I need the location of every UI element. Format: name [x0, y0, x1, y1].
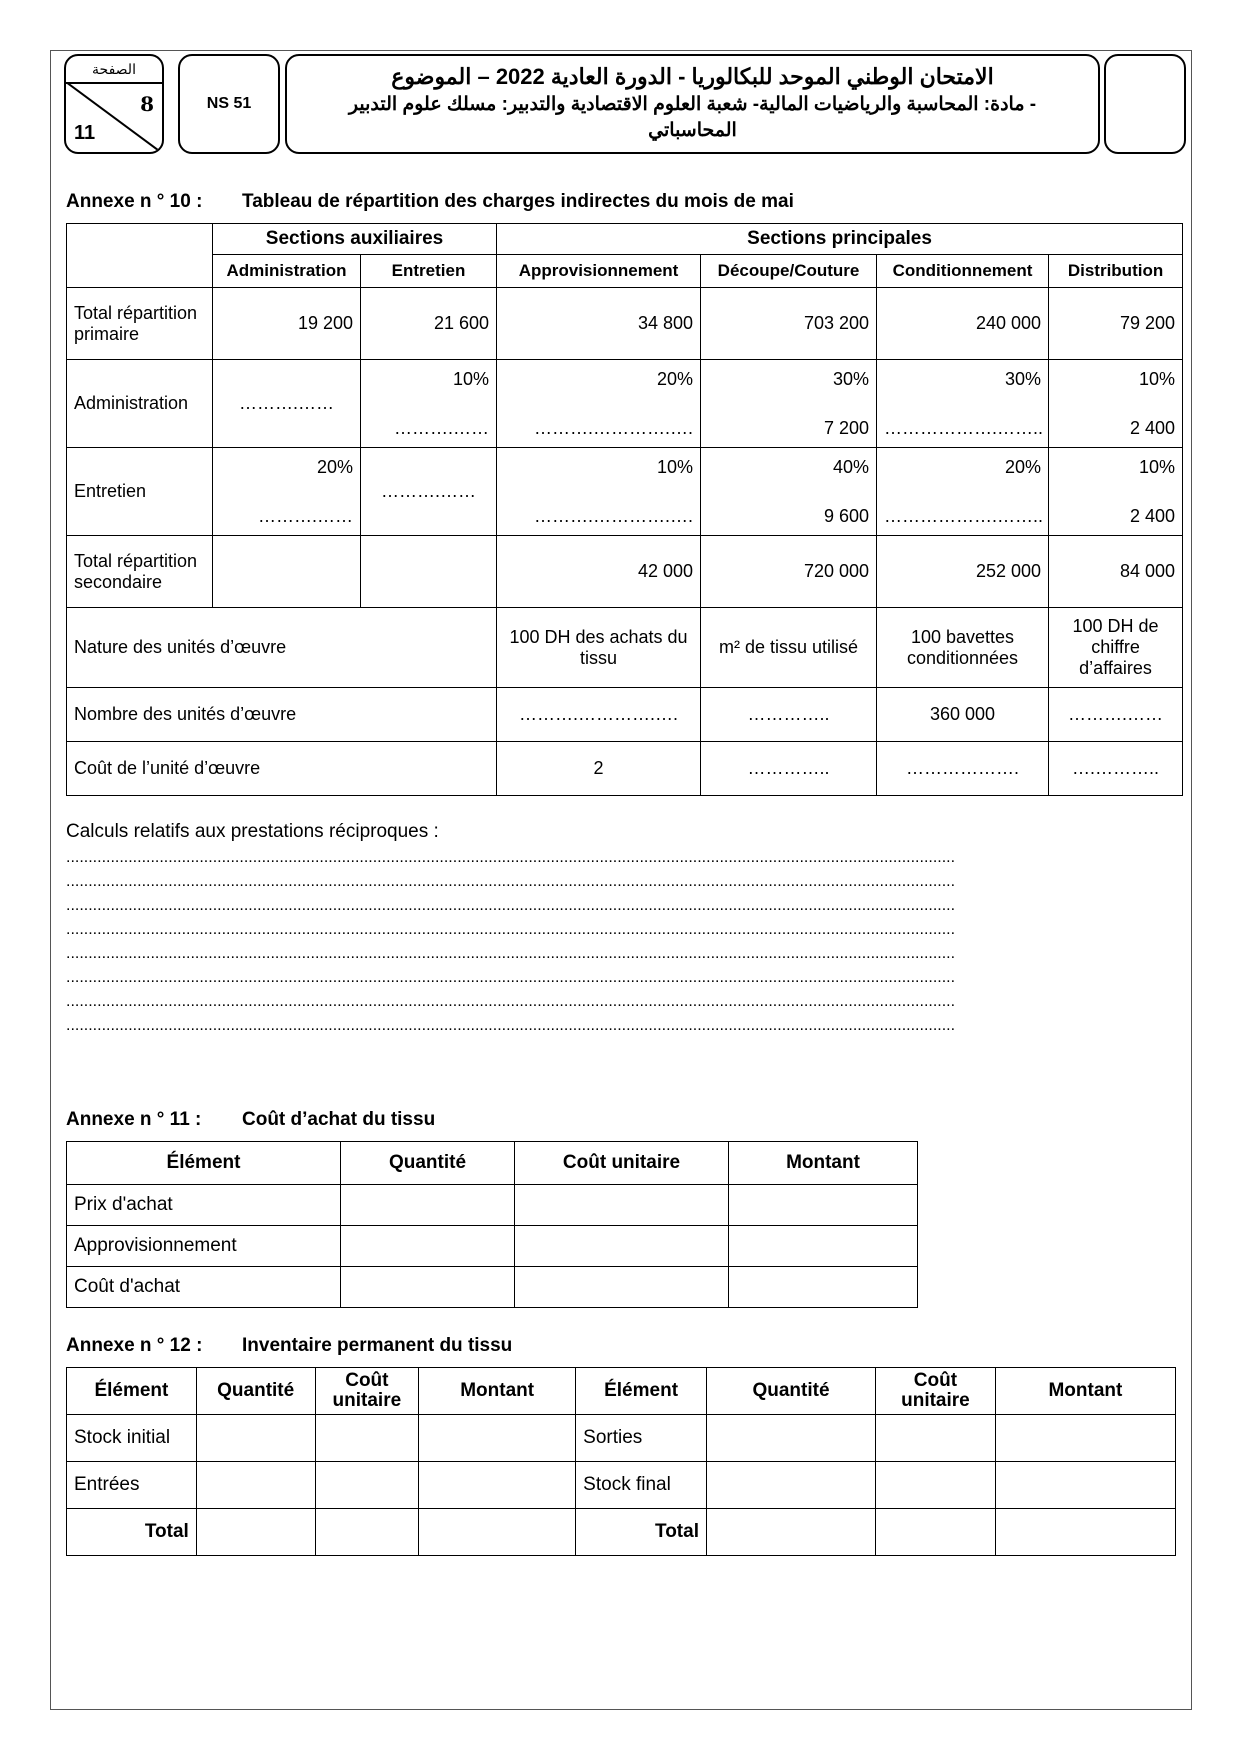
cell: 100 DH de chiffre d’affaires	[1049, 608, 1183, 688]
cell-amount: 2 400	[1130, 417, 1176, 438]
input-cell[interactable]	[341, 1185, 515, 1226]
input-cell[interactable]	[419, 1415, 576, 1462]
cell-amount: 2 400	[1130, 505, 1176, 526]
input-cell[interactable]	[419, 1462, 576, 1509]
input-cell[interactable]	[995, 1509, 1175, 1556]
calc-title: Calculs relatifs aux prestations réciproques :	[66, 821, 439, 842]
table-row	[67, 1185, 918, 1226]
header-montant: Montant	[729, 1142, 918, 1185]
cell	[361, 360, 497, 448]
cell: 21 600	[361, 288, 497, 360]
table-row	[67, 608, 1183, 688]
header-montant: Montant	[419, 1368, 576, 1415]
total-label: Total	[576, 1509, 707, 1556]
cell: 240 000	[877, 288, 1049, 360]
input-cell[interactable]	[419, 1509, 576, 1556]
header-element: Élément	[67, 1368, 197, 1415]
input-cell[interactable]	[196, 1415, 315, 1462]
cell-pct: 20%	[316, 456, 353, 477]
cell: 360 000	[877, 688, 1049, 742]
cell-amount: ……….……	[257, 505, 353, 526]
input-cell[interactable]	[729, 1185, 918, 1226]
annex11-number: Annexe n ° 11 :	[66, 1109, 202, 1130]
page-current: 8	[140, 92, 154, 116]
cell: 84 000	[1049, 536, 1183, 608]
dotted-line: ........................................................................................................................................................................................................	[66, 921, 956, 938]
cell-pct: 20%	[656, 368, 694, 389]
input-cell[interactable]	[729, 1267, 918, 1308]
cell-pct: 10%	[1139, 456, 1176, 477]
dotted-line: ........................................................................................................................................................................................................	[66, 849, 956, 866]
table-row	[67, 1415, 1176, 1462]
annex10-title: Tableau de répartition des charges indirectes du mois de mai	[242, 191, 794, 212]
header-cout-unitaire: Coût unitaire	[515, 1142, 729, 1185]
cell: m² de tissu utilisé	[701, 608, 877, 688]
cell-amount: ……….……	[394, 417, 490, 438]
cell: 79 200	[1049, 288, 1183, 360]
annex10-table	[66, 223, 1183, 796]
cell	[497, 448, 701, 536]
row-label: Stock final	[576, 1462, 707, 1509]
annex10-number: Annexe n ° 10 :	[66, 191, 203, 212]
input-cell[interactable]	[515, 1185, 729, 1226]
cell-amount: ……….………….….	[534, 505, 694, 526]
annex11-heading	[66, 1109, 435, 1131]
cell-amount: ……………….……..	[884, 417, 1044, 438]
input-cell[interactable]	[876, 1509, 996, 1556]
cell	[701, 448, 877, 536]
header-quantite: Quantité	[196, 1368, 315, 1415]
cell: 34 800	[497, 288, 701, 360]
row-label: Coût d'achat	[67, 1267, 341, 1308]
input-cell[interactable]	[315, 1415, 419, 1462]
annex10-heading	[66, 191, 794, 213]
cell-pct: 10%	[452, 368, 490, 389]
row-label: Prix d'achat	[67, 1185, 341, 1226]
input-cell[interactable]	[315, 1462, 419, 1509]
cell	[877, 448, 1049, 536]
group-aux: Sections auxiliaires	[213, 224, 497, 255]
input-cell[interactable]	[876, 1415, 996, 1462]
table-row	[67, 448, 1183, 536]
cell-pct: 20%	[1004, 456, 1042, 477]
cell: 42 000	[497, 536, 701, 608]
header-quantite: Quantité	[706, 1368, 875, 1415]
annex12-heading	[66, 1335, 512, 1357]
page-total: 11	[74, 122, 96, 144]
input-cell[interactable]	[706, 1415, 875, 1462]
col-distribution: Distribution	[1049, 255, 1183, 288]
cell: 252 000	[877, 536, 1049, 608]
corner-cell	[67, 224, 213, 288]
row-label: Nature des unités d’œuvre	[67, 608, 497, 688]
cell	[213, 448, 361, 536]
table-row	[67, 1462, 1176, 1509]
header-cout-unitaire: Coût unitaire	[315, 1368, 419, 1415]
annex11-table	[66, 1141, 918, 1308]
cell	[213, 536, 361, 608]
header-montant: Montant	[995, 1368, 1175, 1415]
col-approvisionnement: Approvisionnement	[497, 255, 701, 288]
cell-amount: 9 600	[823, 505, 870, 526]
group-main: Sections principales	[497, 224, 1183, 255]
col-conditionnement: Conditionnement	[877, 255, 1049, 288]
row-label: Stock initial	[67, 1415, 197, 1462]
dotted-line: ........................................................................................................................................................................................................	[66, 1017, 956, 1034]
cell-pct: 30%	[1004, 368, 1042, 389]
calc-lines	[66, 846, 1126, 1038]
exam-title: الامتحان الوطني الموحد للبكالوريا - الدورة العادية 2022 – الموضوع	[391, 64, 994, 89]
row-label: Nombre des unités d’œuvre	[67, 688, 497, 742]
input-cell[interactable]	[995, 1415, 1175, 1462]
table-row	[67, 1267, 918, 1308]
cell-amount: 7 200	[823, 417, 870, 438]
input-cell[interactable]	[995, 1462, 1175, 1509]
row-label: Sorties	[576, 1415, 707, 1462]
row-label: Approvisionnement	[67, 1226, 341, 1267]
input-cell[interactable]	[196, 1462, 315, 1509]
cell-amount: ……………….……..	[884, 505, 1044, 526]
input-cell[interactable]	[729, 1226, 918, 1267]
annex11-title: Coût d’achat du tissu	[242, 1109, 436, 1130]
header-element: Élément	[67, 1142, 341, 1185]
header-element: Élément	[576, 1368, 707, 1415]
cell	[361, 448, 497, 536]
input-cell[interactable]	[706, 1509, 875, 1556]
input-cell[interactable]	[876, 1462, 996, 1509]
page-number-box	[64, 54, 164, 154]
cell: …………..	[701, 742, 877, 796]
cell: …………..	[701, 688, 877, 742]
row-label: Total répartition primaire	[67, 288, 213, 360]
table-row	[67, 742, 1183, 796]
col-administration: Administration	[213, 255, 361, 288]
cell: 100 DH des achats du tissu	[497, 608, 701, 688]
row-label: Entrées	[67, 1462, 197, 1509]
table-row	[67, 1226, 918, 1267]
input-cell[interactable]	[341, 1226, 515, 1267]
cell: 2	[497, 742, 701, 796]
annex12-title: Inventaire permanent du tissu	[242, 1335, 513, 1356]
annex12-table	[66, 1367, 1176, 1556]
dotted-line: ........................................................................................................................................................................................................	[66, 897, 956, 914]
blank-box	[1104, 54, 1186, 154]
row-label: Coût de l’unité d’œuvre	[67, 742, 497, 796]
exam-code: NS 51	[178, 54, 280, 154]
col-entretien: Entretien	[361, 255, 497, 288]
cell: 100 bavettes conditionnées	[877, 608, 1049, 688]
cell-pct: 30%	[832, 368, 870, 389]
cell-pct: 10%	[1139, 368, 1176, 389]
input-cell[interactable]	[196, 1509, 315, 1556]
cell-pct: 10%	[656, 456, 694, 477]
cell: 703 200	[701, 288, 877, 360]
table-row	[67, 1509, 1176, 1556]
total-label: Total	[67, 1509, 197, 1556]
input-cell[interactable]	[706, 1462, 875, 1509]
cell: ….………..	[1049, 742, 1183, 796]
table-row	[67, 688, 1183, 742]
cell	[213, 360, 361, 448]
header-cout-unitaire: Coût unitaire	[876, 1368, 996, 1415]
cell: ……….………….….	[497, 688, 701, 742]
cell	[1049, 448, 1183, 536]
table-row	[67, 536, 1183, 608]
input-cell[interactable]	[515, 1267, 729, 1308]
cell-amount: ……….……	[381, 481, 477, 501]
cell	[877, 360, 1049, 448]
exam-title-box	[285, 54, 1100, 154]
dotted-line: ........................................................................................................................................................................................................	[66, 873, 956, 890]
page-label: الصفحة	[66, 56, 162, 84]
dotted-line: ........................................................................................................................................................................................................	[66, 969, 956, 986]
cell-amount: ……….……	[238, 393, 334, 413]
cell	[1049, 360, 1183, 448]
cell-amount: ……….………….….	[534, 417, 694, 438]
header-quantite: Quantité	[341, 1142, 515, 1185]
row-label: Entretien	[67, 448, 213, 536]
dotted-line: ........................................................................................................................................................................................................	[66, 993, 956, 1010]
cell: ……………….	[877, 742, 1049, 796]
dotted-line: ........................................................................................................................................................................................................	[66, 945, 956, 962]
table-row	[67, 288, 1183, 360]
row-label: Total répartition secondaire	[67, 536, 213, 608]
cell	[497, 360, 701, 448]
exam-subject: - مادة: المحاسبة والرياضيات المالية- شعبة العلوم الاقتصادية والتدبير: مسلك علوم التدبير المحاسباتي	[348, 94, 1037, 141]
cell: 19 200	[213, 288, 361, 360]
cell	[361, 536, 497, 608]
input-cell[interactable]	[315, 1509, 419, 1556]
table-row	[67, 360, 1183, 448]
annex12-number: Annexe n ° 12 :	[66, 1335, 203, 1356]
col-decoupe: Découpe/Couture	[701, 255, 877, 288]
input-cell[interactable]	[341, 1267, 515, 1308]
cell: 720 000	[701, 536, 877, 608]
cell: ……….……	[1049, 688, 1183, 742]
input-cell[interactable]	[515, 1226, 729, 1267]
cell-pct: 40%	[832, 456, 870, 477]
cell	[701, 360, 877, 448]
row-label: Administration	[67, 360, 213, 448]
